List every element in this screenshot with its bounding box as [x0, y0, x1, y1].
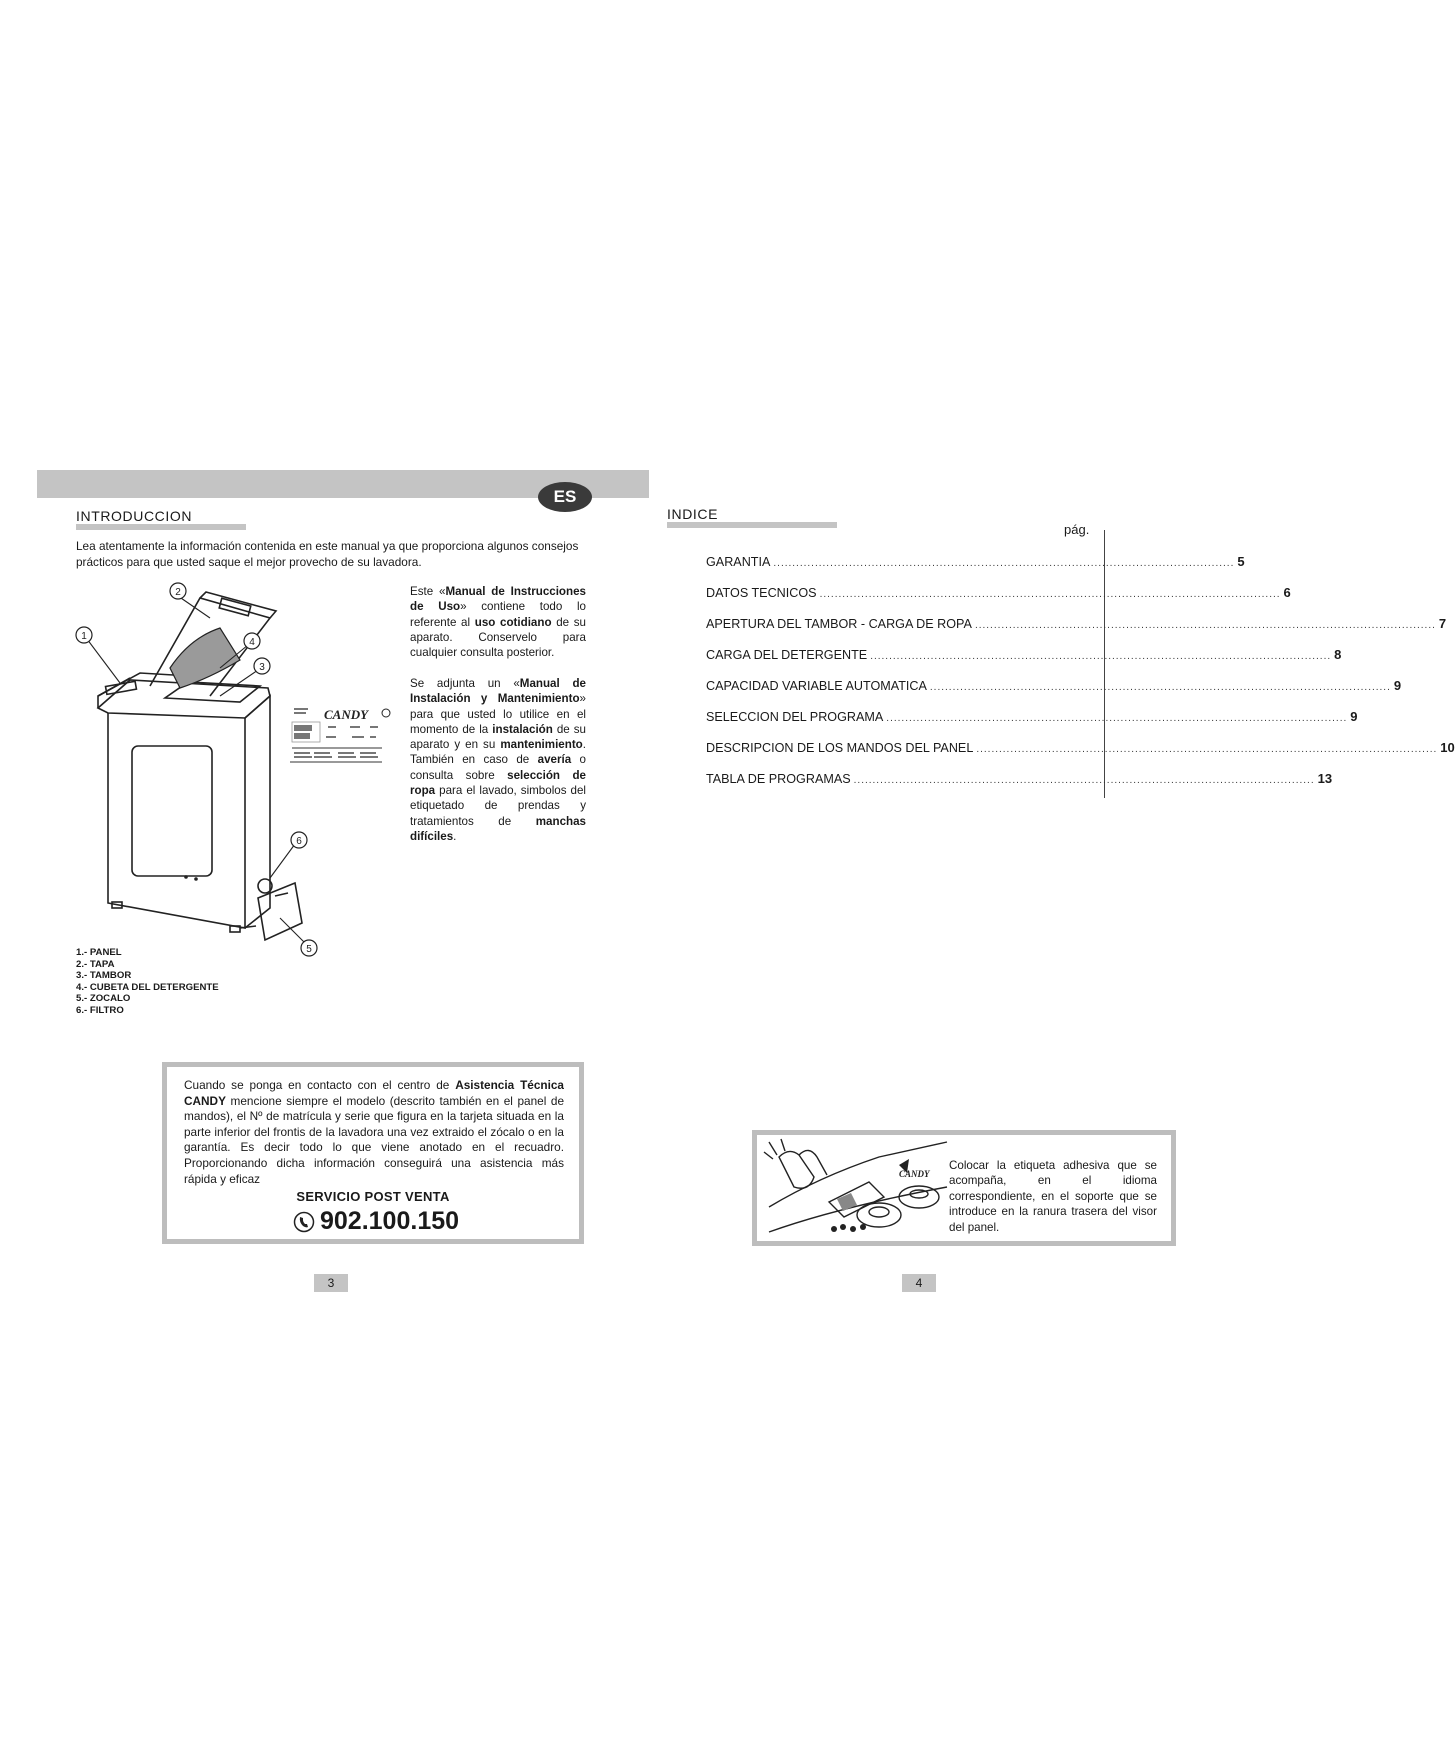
- legend-item: 6.- FILTRO: [76, 1004, 124, 1016]
- toc-entry[interactable]: SELECCION DEL PROGRAMA .......................................................................................................................... 9: [706, 709, 1358, 724]
- callout-6: 6: [296, 836, 302, 847]
- toc-entry[interactable]: TABLA DE PROGRAMAS .......................................................................................................................... 13: [706, 771, 1333, 786]
- manual-instalacion-paragraph: Se adjunta un «Manual de Instalación y Mantenimiento» para que usted lo utilice en el momento de la instalación de su aparato y en su mantenimiento. También en caso de avería o consulta sobre selección de ropa para el lavado, simbolos del etiquetado de prendas y tratamientos de manchas difíciles.: [410, 677, 586, 843]
- assistance-text: Cuando se ponga en contacto con el centro de Asistencia Técnica CANDY mencione siempre el modelo (descrito también en el panel de mandos), el Nº de matrícula y serie que figura en la tarjeta situada en la parte inferior del frontis de la lavadora una vez extraido el zócalo o en la garantía. Es decir todo lo que viene anotado en el recuadro. Proporcionando dicha información conseguirá una asistencia más rápida y eficaz: [184, 1078, 564, 1186]
- toc-entry[interactable]: DESCRIPCION DE LOS MANDOS DEL PANEL .......................................................................................................................... 10: [706, 740, 1455, 755]
- callout-4: 4: [249, 637, 255, 648]
- title-underline: [667, 522, 837, 528]
- panel-sticker-illustration: [759, 1137, 949, 1239]
- legend-item: 5.- ZOCALO: [76, 993, 131, 1005]
- intro-paragraph: Lea atentamente la información contenida en este manual ya que proporciona algunos consejos prácticos para que usted saque el mejor provecho de su lavadora.: [76, 539, 579, 569]
- toc-entry[interactable]: GARANTIA .......................................................................................................................... 5: [706, 554, 1245, 569]
- page-number-left: 3: [314, 1274, 348, 1292]
- toc-entry[interactable]: DATOS TECNICOS .......................................................................................................................... 6: [706, 585, 1291, 600]
- legend-item: 4.- CUBETA DEL DETERGENTE: [76, 981, 219, 993]
- legend-item: 3.- TAMBOR: [76, 970, 132, 982]
- toc-entry[interactable]: CARGA DEL DETERGENTE .......................................................................................................................... 8: [706, 647, 1342, 662]
- manual-uso-paragraph: Este «Manual de Instrucciones de Uso» contiene todo lo referente al uso cotidiano de su aparato. Conservelo para cualquier consulta posterior.: [410, 585, 586, 660]
- technical-assistance-box: [162, 1062, 584, 1244]
- washing-machine-diagram: [70, 578, 410, 968]
- section-title-indice: INDICE: [667, 506, 719, 522]
- callout-1: 1: [81, 631, 87, 642]
- toc-entry[interactable]: CAPACIDAD VARIABLE AUTOMATICA .......................................................................................................................... 9: [706, 678, 1402, 693]
- vertical-rule: [1104, 530, 1105, 798]
- callout-3: 3: [259, 662, 265, 673]
- pag-label: pág.: [1064, 522, 1090, 537]
- candy-logo-small: CANDY: [899, 1169, 930, 1179]
- callout-2: 2: [175, 587, 181, 598]
- language-badge: ES: [538, 482, 592, 512]
- parts-legend: [76, 947, 219, 1017]
- title-underline: [76, 524, 246, 530]
- sticker-instruction-box: [752, 1130, 1176, 1246]
- legend-item: 1.- PANEL: [76, 947, 122, 958]
- candy-logo: CANDY: [324, 707, 369, 722]
- phone-line: [293, 1207, 459, 1236]
- section-title-introduccion: INTRODUCCION: [76, 508, 193, 524]
- callout-5: 5: [306, 944, 312, 955]
- page-number-right: 4: [902, 1274, 936, 1292]
- toc-entry[interactable]: APERTURA DEL TAMBOR - CARGA DE ROPA .......................................................................................................................... 7: [706, 616, 1447, 631]
- legend-item: 2.- TAPA: [76, 958, 115, 970]
- rating-plate-illustration: [290, 700, 405, 770]
- phone-number: 902.100.150: [320, 1207, 460, 1235]
- sticker-instruction-text: Colocar la etiqueta adhesiva que se acompaña, en el idioma correspondiente, en el soporte que se introduce en la ranura trasera del visor del panel.: [949, 1159, 1157, 1234]
- service-label: SERVICIO POST VENTA: [296, 1189, 450, 1204]
- phone-icon: [293, 1211, 315, 1233]
